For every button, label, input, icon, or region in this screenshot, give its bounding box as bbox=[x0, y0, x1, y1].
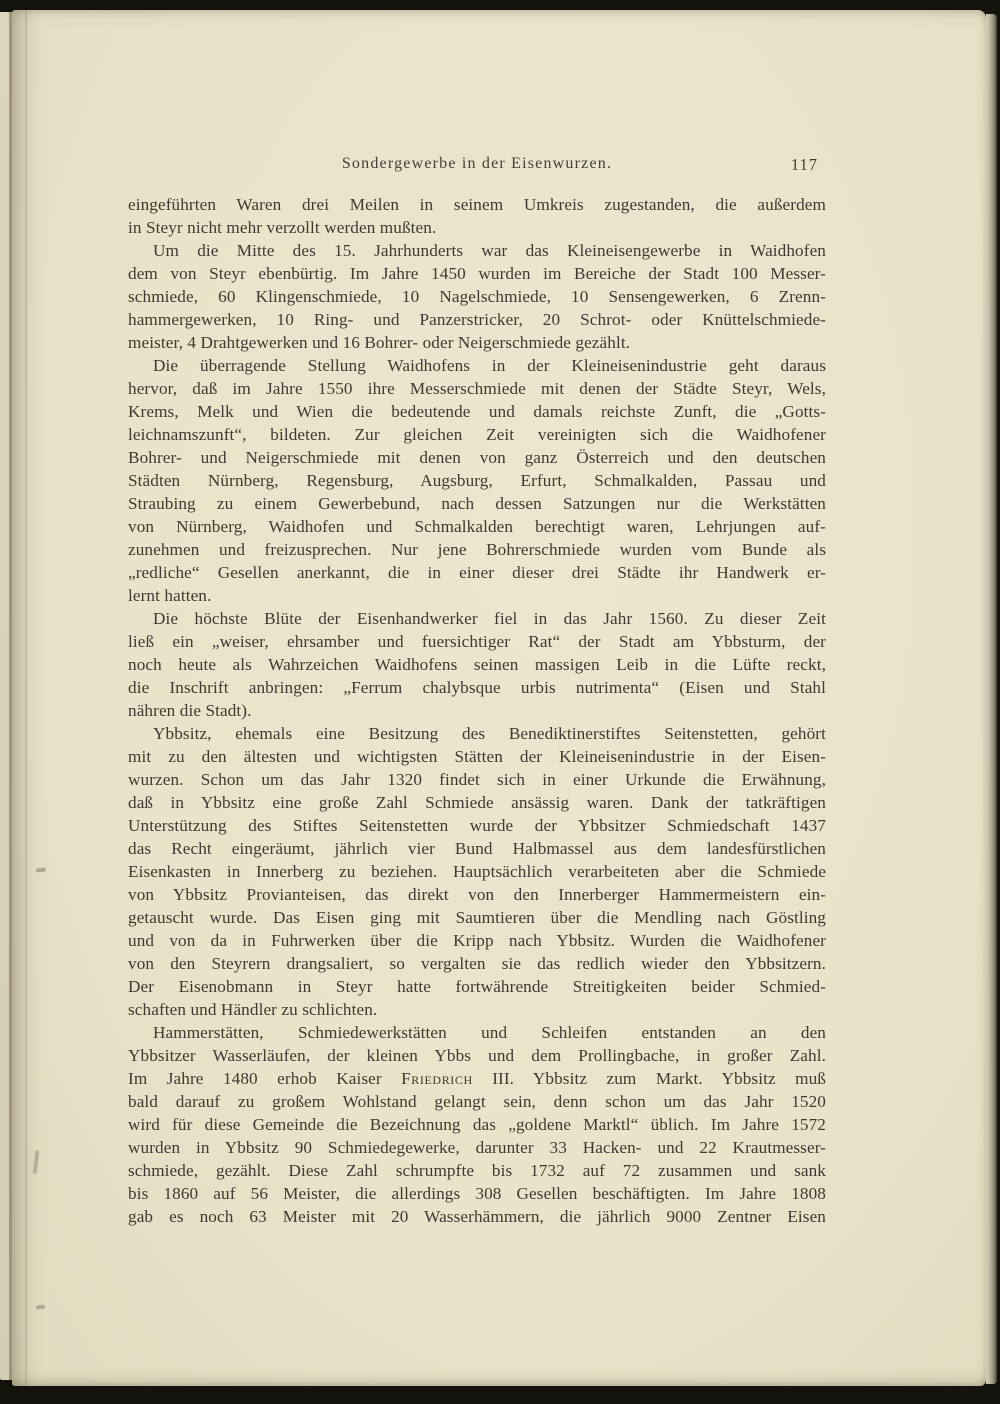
text-line: dem von Steyr ebenbürtig. Im Jahre 1450 wurden im Bereiche der Stadt 100 Messer- bbox=[128, 264, 826, 283]
text-line: wurzen. Schon um das Jahr 1320 findet sich in einer Urkunde die Erwähnung, bbox=[128, 770, 826, 789]
text-line: Ybbsitz, ehemals eine Besitzung des Benediktinerstiftes Seitenstetten, gehört bbox=[153, 724, 826, 743]
page-number: 117 bbox=[790, 155, 818, 174]
text-line: von Nürnberg, Waidhofen und Schmalkalden berechtigt waren, Lehrjungen auf- bbox=[128, 517, 826, 536]
text-line: wurden in Ybbsitz 90 Schmiedegewerke, darunter 33 Hacken- und 22 Krautmesser- bbox=[128, 1138, 826, 1157]
text-line: zunehmen und freizusprechen. Nur jene Bohrerschmiede wurden vom Bunde als bbox=[128, 540, 826, 559]
text-line: daß in Ybbsitz eine große Zahl Schmiede ansässig waren. Dank der tatkräftigen bbox=[128, 793, 826, 812]
text-line: von Ybbsitz Provianteisen, das direkt von den Innerberger Hammermeistern ein- bbox=[128, 885, 826, 904]
text-line: schmiede, 60 Klingenschmiede, 10 Nagelschmiede, 10 Sensengewerken, 6 Zrenn- bbox=[128, 287, 826, 306]
binding-mark bbox=[36, 1305, 45, 1310]
text-line: nähren die Stadt). bbox=[128, 701, 252, 720]
text-line: von den Steyrern drangsaliert, so vergalten sie das redlich wieder den Ybbsitzern. bbox=[128, 954, 826, 973]
text-line: getauscht wurde. Das Eisen ging mit Saumtieren über die Mendling nach Göstling bbox=[128, 908, 826, 927]
text-line: bald darauf zu großem Wohlstand gelangt sein, denn schon um das Jahr 1520 bbox=[128, 1092, 826, 1111]
text-line: Eisenkasten in Innerberg zu beziehen. Hauptsächlich verarbeiteten aber die Schmiede bbox=[128, 862, 826, 881]
body-text bbox=[128, 193, 826, 1228]
text-line: lernt hatten. bbox=[128, 586, 212, 605]
text-line: Unterstützung des Stiftes Seitenstetten wurde der Ybbsitzer Schmiedschaft 1437 bbox=[128, 816, 826, 835]
text-line: hervor, daß im Jahre 1550 ihre Messerschmiede mit denen der Städte Steyr, Wels, bbox=[128, 379, 826, 398]
text-line: Im Jahre 1480 erhob Kaiser Friedrich III. Ybbsitz zum Markt. Ybbsitz muß bbox=[128, 1069, 826, 1088]
text-line: eingeführten Waren drei Meilen in seinem Umkreis zugestanden, die außerdem bbox=[128, 195, 826, 214]
text-line: meister, 4 Drahtgewerken und 16 Bohrer- oder Neigerschmiede gezählt. bbox=[128, 333, 631, 352]
binding-mark bbox=[33, 1150, 40, 1174]
text-line: mit zu den ältesten und wichtigsten Stätten der Kleineisenindustrie in der Eisen- bbox=[128, 747, 826, 766]
facing-page-edge bbox=[0, 12, 12, 1380]
text-line: „redliche“ Gesellen anerkannt, die in einer dieser drei Städte ihr Handwerk er- bbox=[128, 563, 826, 582]
text-line: Städten Nürnberg, Regensburg, Augsburg, Erfurt, Schmalkalden, Passau und bbox=[128, 471, 826, 490]
binding-mark bbox=[36, 867, 46, 872]
text-line: schaften und Händler zu schlichten. bbox=[128, 1000, 378, 1019]
text-line: Bohrer- und Neigerschmiede mit denen von ganz Österreich und den deutschen bbox=[128, 448, 826, 467]
text-line: Ybbsitzer Wasserläufen, der kleinen Ybbs und dem Prollingbache, in großer Zahl. bbox=[128, 1046, 826, 1065]
text-line: bis 1860 auf 56 Meister, die allerdings 308 Gesellen beschäftigten. Im Jahre 1808 bbox=[128, 1184, 826, 1203]
text-line: wird für diese Gemeinde die Bezeichnung das „goldene Marktl“ üblich. Im Jahre 1572 bbox=[128, 1115, 826, 1134]
text-line: hammergewerken, 10 Ring- und Panzerstricker, 20 Schrot- oder Knüttelschmiede- bbox=[128, 310, 826, 329]
text-line: das Recht eingeräumt, jährlich vier Bund Halbmassel aus dem landesfürstlichen bbox=[128, 839, 826, 858]
text-line: ließ ein „weiser, ehrsamber und fuersichtiger Rat“ der Stadt am Ybbsturm, der bbox=[128, 632, 826, 651]
running-header-title: Sondergewerbe in der Eisenwurzen. bbox=[341, 155, 613, 172]
text-line: Straubing zu einem Gewerbebund, nach dessen Satzungen nur die Werkstätten bbox=[128, 494, 826, 513]
text-line: die Inschrift anbringen: „Ferrum chalybsque urbis nutrimenta“ (Eisen und Stahl bbox=[128, 678, 826, 697]
page-stack-edge bbox=[986, 14, 997, 1384]
text-line: Krems, Melk und Wien die bedeutende und damals reichste Zunft, die „Gotts- bbox=[128, 402, 826, 421]
text-line: leichnamszunft“, bildeten. Zur gleichen Zeit vereinigten sich die Waidhofener bbox=[128, 425, 826, 444]
text-line: noch heute als Wahrzeichen Waidhofens seinen massigen Leib in die Lüfte reckt, bbox=[128, 655, 826, 674]
text-line: Um die Mitte des 15. Jahrhunderts war das Kleineisengewerbe in Waidhofen bbox=[153, 241, 826, 260]
text-line: und von da in Fuhrwerken über die Kripp nach Ybbsitz. Wurden die Waidhofener bbox=[128, 931, 826, 950]
text-line: gab es noch 63 Meister mit 20 Wasserhämmern, die jährlich 9000 Zentner Eisen bbox=[128, 1207, 826, 1226]
text-line: Hammerstätten, Schmiedewerkstätten und Schleifen entstanden an den bbox=[153, 1023, 826, 1042]
text-line: Der Eisenobmann in Steyr hatte fortwährende Streitigkeiten beider Schmied- bbox=[128, 977, 826, 996]
text-line: Die höchste Blüte der Eisenhandwerker fiel in das Jahr 1560. Zu dieser Zeit bbox=[153, 609, 826, 628]
book-page bbox=[12, 10, 986, 1386]
text-line: in Steyr nicht mehr verzollt werden mußten. bbox=[128, 218, 437, 237]
text-line: schmiede, gezählt. Diese Zahl schrumpfte bis 1732 auf 72 zusammen und sank bbox=[128, 1161, 826, 1180]
running-header bbox=[128, 155, 826, 177]
text-line: Die überragende Stellung Waidhofens in der Kleineisenindustrie geht daraus bbox=[153, 356, 826, 375]
